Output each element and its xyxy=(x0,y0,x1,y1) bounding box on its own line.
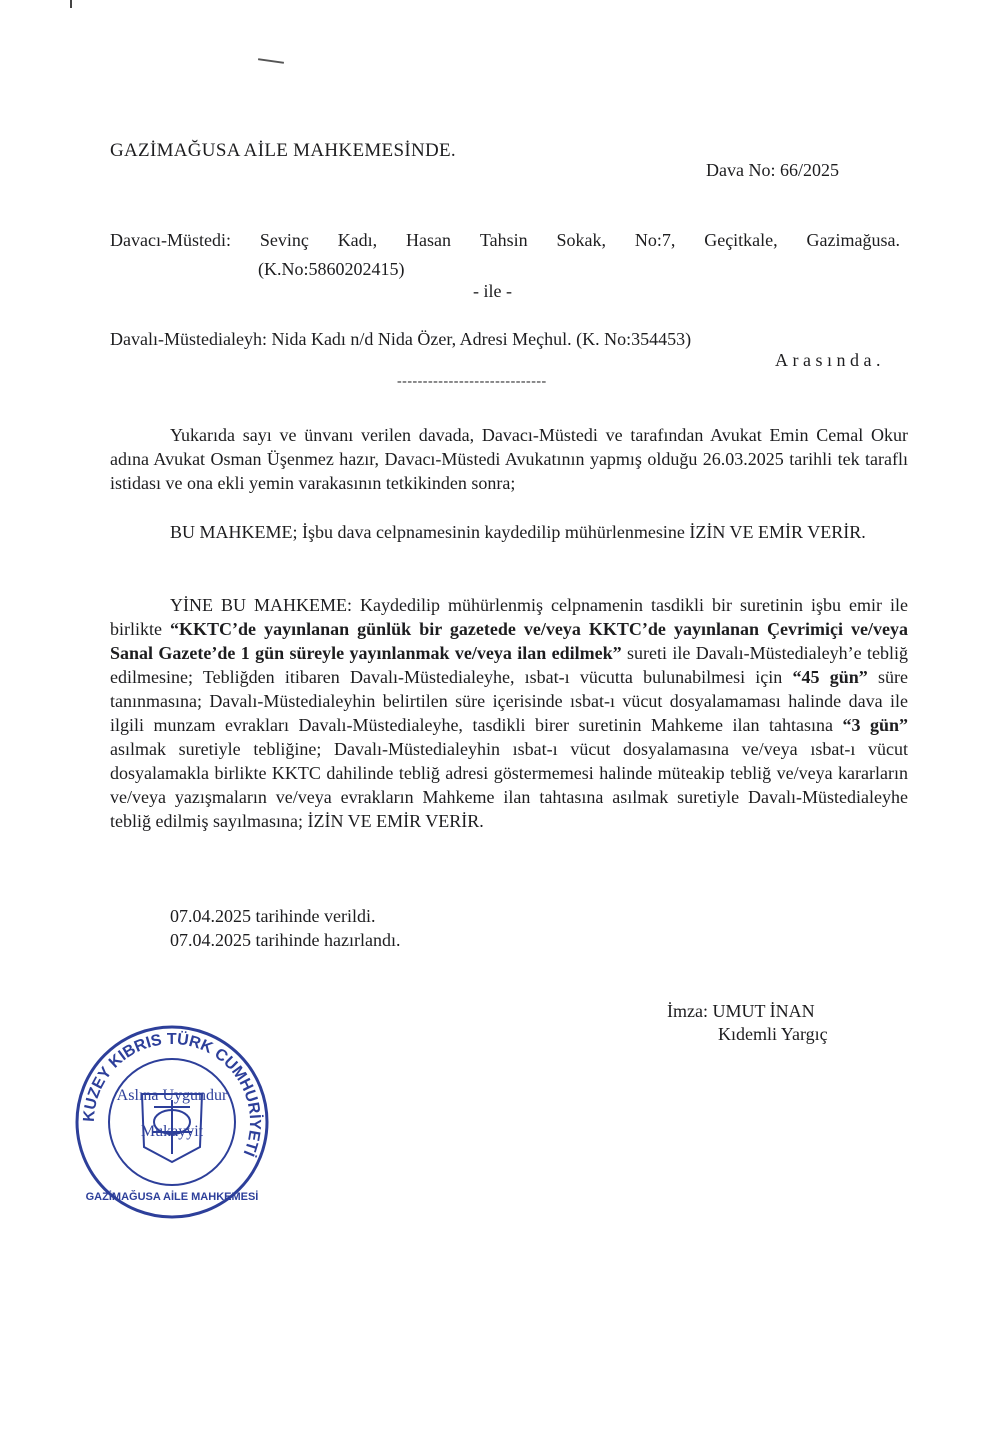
signature-title: Kıdemli Yargıç xyxy=(718,1024,828,1044)
paragraph-order-1 xyxy=(110,520,908,544)
plaintiff-word: Kadı, xyxy=(337,230,378,250)
plaintiff-line xyxy=(110,230,900,251)
seal-center-line-1: Aslına Uygundur xyxy=(116,1087,228,1104)
plaintiff-word: Davacı-Müstedi: xyxy=(110,230,231,250)
order-2-3-days: “3 gün” xyxy=(842,715,908,735)
court-name: GAZİMAĞUSA AİLE MAHKEMESİNDE. xyxy=(110,140,456,161)
paragraph-order-1-text: BU MAHKEME; İşbu dava celpnamesinin kaydedilip mühürlenmesine İZİN VE EMİR VERİR. xyxy=(170,522,866,542)
dashed-rule: ----------------------------- xyxy=(397,374,547,389)
case-number: Dava No: 66/2025 xyxy=(706,160,839,180)
date-given: 07.04.2025 tarihinde verildi. xyxy=(170,906,376,926)
order-2-text-e: süre tanınmasına; Davalı-Müstedialeyhin belirtilen süre içerisinde ısbat-ı vücut dosyalamaması halinde dava ile ilgili munzam evrakları Davalı-Müstedialeyhe, tasdikli birer suretinin Mahkeme ilan tahtasına xyxy=(110,667,909,735)
signature-block xyxy=(667,1000,828,1046)
plaintiff-word: Sevinç xyxy=(259,230,309,250)
paragraph-order-2 xyxy=(110,593,908,833)
plaintiff-word: Hasan xyxy=(406,230,452,250)
order-2-publication-terms: “KKTC’de yayınlanan günlük bir gazetede ve/veya KKTC’de yayınlanan Çevrimiçi ve/veya Sanal Gazete’de 1 gün süreyle yayınlanmak ve/veya ilan edilmek” xyxy=(110,619,908,663)
order-2-45-days: “45 gün” xyxy=(792,667,868,687)
seal-ring-textpath: KUZEY KIBRIS TÜRK CUMHURİYETİ xyxy=(80,1030,264,1159)
seal-center-line-2: Mukayyit xyxy=(140,1123,204,1140)
plaintiff-word: Gazimağusa. xyxy=(806,230,900,250)
seal-bottom-text: GAZİMAĞUSA AİLE MAHKEMESİ xyxy=(85,1191,259,1203)
paragraph-intro-text: Yukarıda sayı ve ünvanı verilen davada, Davacı-Müstedi ve tarafından Avukat Emin Cemal Okur adına Avukat Osman Üşenmez hazır, Davacı-Müstedi Avukatının yapmış olduğu 26.03.2025 tarihli tek taraflı istidası ve ona ekli yemin varakasının tetkikinden sonra; xyxy=(110,425,908,493)
pen-stroke-mark xyxy=(258,58,284,64)
order-2-text-g: asılmak suretiyle tebliğine; Davalı-Müstedialeyhin ısbat-ı vücut dosyalamasına ve/veya ısbat-ı vücut dosyalamakla birlikte KKTC dahilinde tebliğ adresi göstermemesi halinde müteakip tebliğ ve/veya kararların ve/veya yazışmaların ve/veya evrakların Mahkeme ilan tahtasına asılmak suretiyle Davalı-Müstedialeyhe tebliğ edilmiş sayılmasına; İZİN VE EMİR VERİR. xyxy=(110,739,908,831)
dates-block xyxy=(170,904,400,952)
order-2-text-c: sureti ile Davalı-Müstedialeyh’e tebliğ edilmesine; Tebliğden itibaren Davalı-Müstedialeyhe, ısbat-ı vücutta bulunabilmesi için xyxy=(110,643,908,687)
plaintiff-word: Geçitkale, xyxy=(704,230,778,250)
paragraph-intro xyxy=(110,423,908,495)
plaintiff-id: (K.No:5860202415) xyxy=(258,259,405,279)
plaintiff-word: Tahsin xyxy=(479,230,528,250)
plaintiff-word: Sokak, xyxy=(556,230,606,250)
arasinda-label: Arasında. xyxy=(775,350,885,370)
order-2-text-a: YİNE BU MAHKEME: Kaydedilip mühürlenmiş celpnamenin tasdikli bir suretinin işbu emir ile birlikte xyxy=(110,595,908,639)
court-seal-stamp xyxy=(72,1022,272,1222)
ile-separator: - ile - xyxy=(473,281,512,301)
defendant-line: Davalı-Müstedialeyh: Nida Kadı n/d Nida Özer, Adresi Meçhul. (K. No:354453) xyxy=(110,329,692,349)
plaintiff-word: No:7, xyxy=(634,230,676,250)
scan-mark xyxy=(70,0,72,8)
signature-name: İmza: UMUT İNAN xyxy=(667,1001,815,1021)
date-prepared: 07.04.2025 tarihinde hazırlandı. xyxy=(170,930,401,950)
